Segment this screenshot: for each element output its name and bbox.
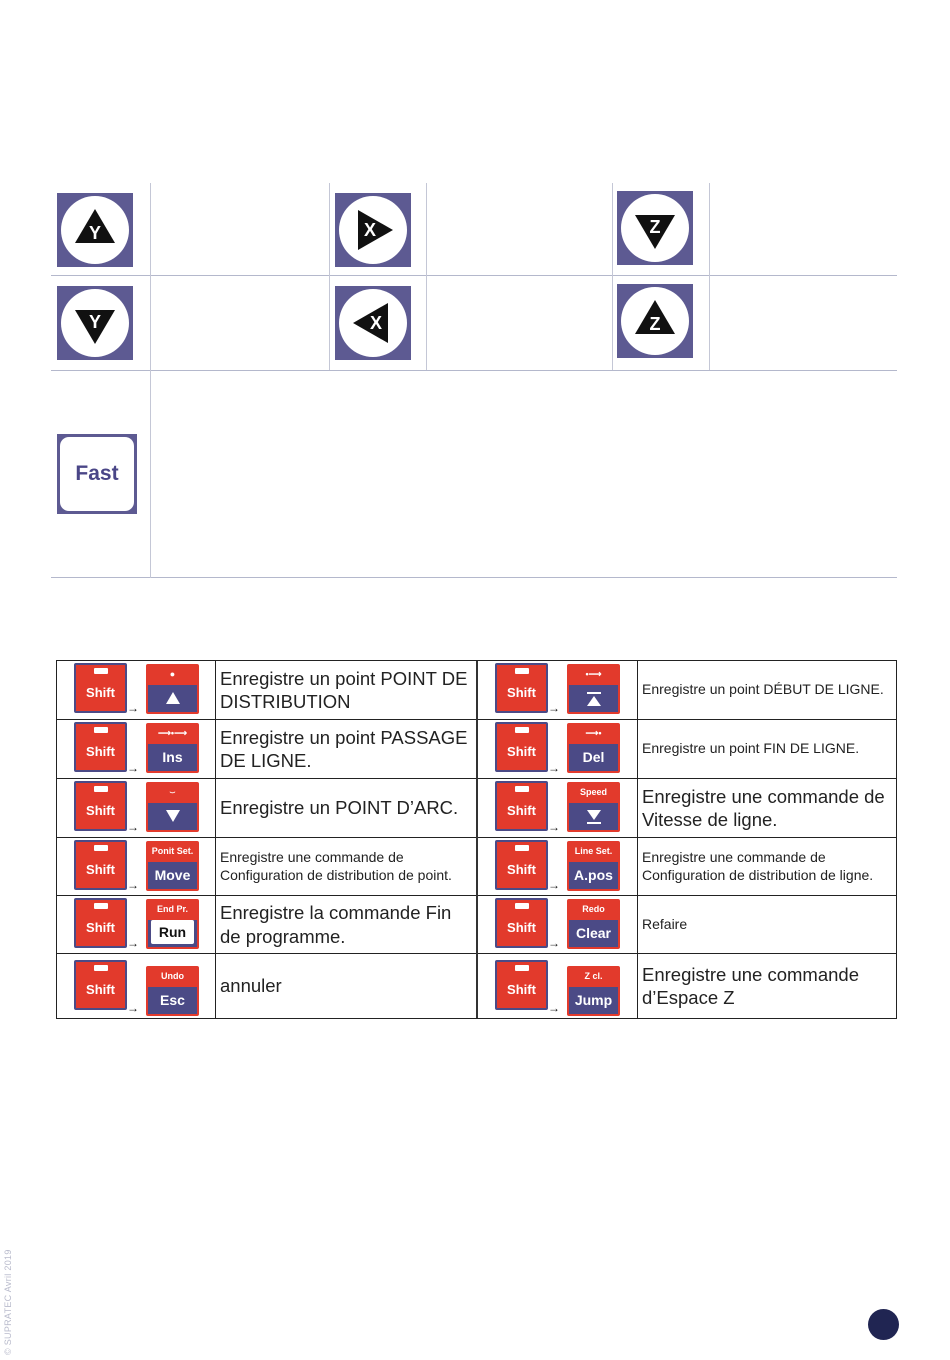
function-key-top-label: Line Set. xyxy=(569,843,618,862)
function-key-top-label: Z cl. xyxy=(569,968,618,987)
shortcut-description: annuler xyxy=(220,975,282,997)
row-divider xyxy=(51,577,897,578)
then-arrow: → xyxy=(127,761,139,775)
shift-key xyxy=(74,898,127,948)
function-key xyxy=(146,966,199,1016)
row-divider xyxy=(51,370,897,371)
function-key-label: Jump xyxy=(574,992,613,1008)
shift-key-label: Shift xyxy=(507,685,536,700)
key-combo xyxy=(57,661,217,719)
function-key xyxy=(146,782,199,832)
function-key-top-label: •⟶ xyxy=(569,666,618,685)
shift-key xyxy=(495,781,548,831)
shift-key xyxy=(74,663,127,713)
function-key xyxy=(567,899,620,949)
function-key-top-label: ⌣ xyxy=(148,784,197,803)
shortcut-description: Enregistre un point POINT DE DISTRIBUTION xyxy=(220,667,468,712)
then-arrow: → xyxy=(127,1001,139,1015)
column-divider xyxy=(709,183,710,370)
shift-led xyxy=(94,668,108,674)
function-key xyxy=(146,723,199,773)
page-marker xyxy=(868,1309,899,1340)
key-combo xyxy=(57,720,217,778)
shift-key xyxy=(495,722,548,772)
shift-led xyxy=(515,965,529,971)
function-key-label: Ins xyxy=(162,749,183,765)
column-divider xyxy=(150,183,151,578)
shift-key xyxy=(74,840,127,890)
down-triangle-icon xyxy=(148,803,197,830)
column-divider xyxy=(329,183,330,370)
shortcut-description: Enregistre un point DÉBUT DE LIGNE. xyxy=(642,681,884,698)
function-key xyxy=(567,664,620,714)
key-combo xyxy=(478,720,638,778)
function-key-top-label: ● xyxy=(148,666,197,685)
shift-key-label: Shift xyxy=(86,744,115,759)
function-key-top-label: Redo xyxy=(569,901,618,920)
then-arrow: → xyxy=(548,761,560,775)
column-divider xyxy=(476,661,478,1018)
shift-led xyxy=(515,903,529,909)
shift-key-label: Shift xyxy=(86,920,115,935)
shift-led xyxy=(515,786,529,792)
shift-led xyxy=(515,668,529,674)
shortcut-description: Enregistre une commande de Vitesse de ligne. xyxy=(642,785,885,830)
key-combo xyxy=(57,838,217,895)
key-combo xyxy=(478,661,638,719)
key-combo xyxy=(478,954,638,1018)
shift-key-label: Shift xyxy=(86,803,115,818)
then-arrow: → xyxy=(127,701,139,715)
function-key xyxy=(567,841,620,891)
shift-key-label: Shift xyxy=(507,803,536,818)
shift-led xyxy=(515,845,529,851)
column-divider xyxy=(637,661,638,1018)
function-key xyxy=(146,841,199,891)
shortcut-description: Enregistre une commande d’Espace Z xyxy=(642,963,859,1008)
shift-led xyxy=(94,903,108,909)
key-combo xyxy=(57,954,217,1018)
key-combo xyxy=(478,779,638,837)
shift-key xyxy=(495,840,548,890)
shift-key-label: Shift xyxy=(507,744,536,759)
key-combo xyxy=(57,896,217,953)
shortcut-description: Refaire xyxy=(642,915,688,932)
then-arrow: → xyxy=(548,878,560,892)
axis-letter: Y xyxy=(88,312,102,332)
function-key-top-label: Undo xyxy=(148,968,197,987)
shift-key-label: Shift xyxy=(507,982,536,997)
shift-key xyxy=(495,663,548,713)
function-key-label: Del xyxy=(582,749,605,765)
shortcut-table xyxy=(56,660,897,1019)
y-plus-icon xyxy=(57,193,133,267)
key-combo xyxy=(478,896,638,953)
shortcut-description: Enregistre un point PASSAGE DE LIGNE. xyxy=(220,726,468,771)
row-divider xyxy=(51,275,897,276)
then-arrow: → xyxy=(127,936,139,950)
shift-led xyxy=(94,845,108,851)
function-key xyxy=(567,782,620,832)
z-minus-icon xyxy=(617,284,693,358)
then-arrow: → xyxy=(127,820,139,834)
function-key xyxy=(567,723,620,773)
then-arrow: → xyxy=(127,878,139,892)
shift-led xyxy=(515,727,529,733)
key-combo xyxy=(478,838,638,895)
axis-letter: X xyxy=(369,313,383,333)
function-key xyxy=(146,899,199,949)
shortcut-description: Enregistre un POINT D’ARC. xyxy=(220,797,459,819)
axis-letter: Z xyxy=(649,217,661,237)
shift-key xyxy=(74,960,127,1010)
shortcut-description: Enregistre un point FIN DE LIGNE. xyxy=(642,740,860,757)
function-key xyxy=(567,966,620,1016)
fast-key xyxy=(57,434,137,514)
fast-key-label: Fast xyxy=(60,437,134,511)
column-divider xyxy=(612,183,613,370)
shift-key-label: Shift xyxy=(86,685,115,700)
copyright-note: © SUPRATEC Avril 2019 xyxy=(3,1249,13,1355)
key-combo xyxy=(57,779,217,837)
function-key-top-label: End Pr. xyxy=(148,901,197,920)
shift-led xyxy=(94,965,108,971)
then-arrow: → xyxy=(548,701,560,715)
shift-key-label: Shift xyxy=(86,862,115,877)
shift-key xyxy=(74,722,127,772)
function-key-top-label: Speed xyxy=(569,784,618,803)
axis-keys-table xyxy=(51,183,897,578)
shift-key-label: Shift xyxy=(86,982,115,997)
y-minus-icon xyxy=(57,286,133,360)
function-key-top-label: Ponit Set. xyxy=(148,843,197,862)
up-triangle-icon xyxy=(148,685,197,712)
shift-key-label: Shift xyxy=(507,920,536,935)
axis-letter: Y xyxy=(88,223,102,243)
axis-letter: Z xyxy=(649,314,661,334)
shortcut-description: Enregistre une commande de Configuration de distribution de ligne. xyxy=(642,848,874,883)
axis-letter: X xyxy=(363,220,377,240)
function-key xyxy=(146,664,199,714)
x-plus-icon xyxy=(335,193,411,267)
then-arrow: → xyxy=(548,820,560,834)
function-key-label: Esc xyxy=(160,992,185,1008)
function-key-top-label: ⟶• xyxy=(569,725,618,744)
then-arrow: → xyxy=(548,1001,560,1015)
then-arrow: → xyxy=(548,936,560,950)
shortcut-description: Enregistre une commande de Configuration de distribution de point. xyxy=(220,848,452,883)
function-key-label: A.pos xyxy=(574,867,613,883)
shift-key-label: Shift xyxy=(507,862,536,877)
function-key-label: Move xyxy=(154,867,191,883)
function-key-label: Clear xyxy=(575,925,612,941)
shift-key xyxy=(495,960,548,1010)
bar-up-triangle-icon xyxy=(569,685,618,712)
shortcut-description: Enregistre la commande Fin de programme. xyxy=(220,902,452,947)
column-divider xyxy=(426,183,427,370)
bar-down-triangle-icon xyxy=(569,803,618,830)
shift-key xyxy=(495,898,548,948)
column-divider xyxy=(215,661,216,1018)
x-minus-icon xyxy=(335,286,411,360)
shift-led xyxy=(94,786,108,792)
function-key-label: Run xyxy=(151,920,194,944)
shift-led xyxy=(94,727,108,733)
function-key-top-label: ⟶•⟶ xyxy=(148,725,197,744)
z-plus-icon xyxy=(617,191,693,265)
shift-key xyxy=(74,781,127,831)
